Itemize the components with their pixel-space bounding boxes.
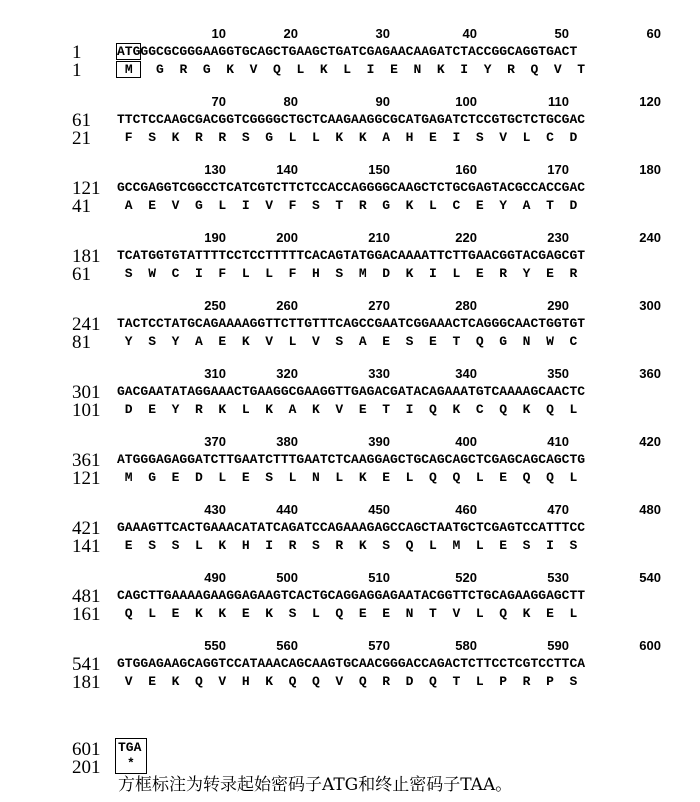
nucleotide-sequence: GTGGAGAAGCAGGTCCATAAACAGCAAGTGCAACGGGACCAGACTCTTCCTCGTCCTTCA bbox=[117, 656, 586, 671]
aa-position: 81 bbox=[72, 332, 91, 353]
ruler-label: 520 bbox=[455, 570, 477, 585]
amino-acid-sequence bbox=[117, 62, 593, 78]
aa-position: 141 bbox=[72, 536, 101, 557]
figure-caption: 方框标注为转录起始密码子ATG和终止密码子TAA。 bbox=[118, 775, 513, 795]
ruler-label: 30 bbox=[375, 26, 390, 41]
ruler-label: 200 bbox=[276, 230, 298, 245]
nucleotide-sequence: TACTCCTATGCAGAAAAGGTTCTTGTTTCAGCCGAATCGGAAACTCAGGGCAACTGGTGT bbox=[117, 316, 586, 331]
ruler-label: 340 bbox=[455, 366, 477, 381]
ruler-label: 550 bbox=[204, 638, 226, 653]
amino-acid-rest: G R G K V Q L K L I E N K I Y R Q V T bbox=[140, 62, 593, 77]
ruler-label: 80 bbox=[283, 94, 298, 109]
nt-position: 121 bbox=[72, 178, 101, 199]
ruler-label: 260 bbox=[276, 298, 298, 313]
ruler-label: 70 bbox=[211, 94, 226, 109]
stop-symbol: * bbox=[127, 756, 135, 771]
ruler-label: 420 bbox=[639, 434, 661, 449]
amino-acid-sequence: V E K Q V H K Q Q V Q R D Q T L P R P S bbox=[117, 674, 586, 689]
nucleotide-sequence bbox=[117, 44, 577, 60]
ruler-label: 240 bbox=[639, 230, 661, 245]
ruler-label: 400 bbox=[455, 434, 477, 449]
ruler-label: 300 bbox=[639, 298, 661, 313]
nt-position: 181 bbox=[72, 246, 101, 267]
nt-position: 301 bbox=[72, 382, 101, 403]
aa-position: 101 bbox=[72, 400, 101, 421]
nucleotide-sequence: GAAAGTTCACTGAAACATATCAGATCCAGAAAGAGCCAGCTAATGCTCGAGTCCATTTCC bbox=[117, 520, 586, 535]
amino-acid-sequence: S W C I F L L F H S M D K I L E R Y E R bbox=[117, 266, 586, 281]
nt-position: 61 bbox=[72, 110, 91, 131]
sequence-block-7 bbox=[0, 434, 700, 494]
ruler-label: 130 bbox=[204, 162, 226, 177]
amino-acid-sequence: D E Y R K L K A K V E T I Q K C Q K Q L bbox=[117, 402, 586, 417]
ruler-label: 60 bbox=[646, 26, 661, 41]
ruler-label: 510 bbox=[368, 570, 390, 585]
ruler-label: 470 bbox=[547, 502, 569, 517]
ruler-label: 380 bbox=[276, 434, 298, 449]
ruler-label: 330 bbox=[368, 366, 390, 381]
sequence-block-8 bbox=[0, 502, 700, 562]
sequence-block-2 bbox=[0, 94, 700, 154]
ruler-label: 310 bbox=[204, 366, 226, 381]
aa-position: 21 bbox=[72, 128, 91, 149]
nucleotide-sequence: GACGAATATAGGAAACTGAAGGCGAAGGTTGAGACGATACAGAAATGTCAAAAGCAACTC bbox=[117, 384, 586, 399]
aa-position: 161 bbox=[72, 604, 101, 625]
amino-acid-sequence: M G E D L E S L N L K E L Q Q L E Q Q L bbox=[117, 470, 586, 485]
aa-position: 181 bbox=[72, 672, 101, 693]
amino-acid-sequence: Q L E K K E K S L Q E E N T V L Q K E L bbox=[117, 606, 586, 621]
ruler-label: 210 bbox=[368, 230, 390, 245]
ruler-label: 120 bbox=[639, 94, 661, 109]
sequence-block-10 bbox=[0, 638, 700, 698]
ruler-label: 460 bbox=[455, 502, 477, 517]
aa-position: 1 bbox=[72, 60, 82, 81]
ruler-label: 190 bbox=[204, 230, 226, 245]
stop-nt-position: 601 bbox=[72, 739, 101, 760]
sequence-block-5 bbox=[0, 298, 700, 358]
ruler-label: 580 bbox=[455, 638, 477, 653]
ruler-label: 140 bbox=[276, 162, 298, 177]
ruler-label: 320 bbox=[276, 366, 298, 381]
stop-aa-position: 201 bbox=[72, 757, 101, 778]
ruler-label: 540 bbox=[639, 570, 661, 585]
ruler-label: 480 bbox=[639, 502, 661, 517]
ruler-label: 410 bbox=[547, 434, 569, 449]
ruler-label: 50 bbox=[554, 26, 569, 41]
amino-acid-sequence: Y S Y A E K V L V S A E S E T Q G N W C bbox=[117, 334, 586, 349]
sequence-block-3 bbox=[0, 162, 700, 222]
amino-acid-sequence: E S S L K H I R S R K S Q L M L E S I S bbox=[117, 538, 586, 553]
nucleotide-sequence: ATGGGAGAGGATCTTGAATCTTTGAATCTCAAGGAGCTGCAGCAGCTCGAGCAGCAGCTG bbox=[117, 452, 586, 467]
ruler-label: 500 bbox=[276, 570, 298, 585]
nt-position: 541 bbox=[72, 654, 101, 675]
ruler-label: 170 bbox=[547, 162, 569, 177]
ruler-label: 110 bbox=[548, 94, 569, 109]
ruler-label: 160 bbox=[455, 162, 477, 177]
aa-position: 121 bbox=[72, 468, 101, 489]
ruler-label: 290 bbox=[547, 298, 569, 313]
start-residue-box: M bbox=[117, 62, 140, 77]
ruler-label: 10 bbox=[211, 26, 226, 41]
ruler-label: 560 bbox=[276, 638, 298, 653]
sequence-block-1 bbox=[0, 26, 700, 86]
ruler-label: 370 bbox=[204, 434, 226, 449]
ruler-label: 230 bbox=[547, 230, 569, 245]
nucleotide-sequence: TTCTCCAAGCGACGGTCGGGGCTGCTCAAGAAGGCGCATGAGATCTCCGTGCTCTGCGAC bbox=[117, 112, 586, 127]
ruler-label: 270 bbox=[368, 298, 390, 313]
ruler-label: 430 bbox=[204, 502, 226, 517]
nt-position: 481 bbox=[72, 586, 101, 607]
ruler-label: 490 bbox=[204, 570, 226, 585]
amino-acid-sequence: F S K R R S G L L K K A H E I S V L C D bbox=[117, 130, 586, 145]
ruler-label: 180 bbox=[639, 162, 661, 177]
nt-position: 241 bbox=[72, 314, 101, 335]
stop-codon-box bbox=[115, 738, 147, 774]
aa-position: 41 bbox=[72, 196, 91, 217]
ruler-label: 150 bbox=[368, 162, 390, 177]
ruler-label: 600 bbox=[639, 638, 661, 653]
ruler-label: 250 bbox=[204, 298, 226, 313]
ruler-label: 440 bbox=[276, 502, 298, 517]
ruler-label: 530 bbox=[547, 570, 569, 585]
ruler-label: 280 bbox=[455, 298, 477, 313]
nucleotide-sequence: TCATGGTGTATTTTCCTCCTTTTTCACAGTATGGACAAAATTCTTGAACGGTACGAGCGT bbox=[117, 248, 586, 263]
ruler-label: 90 bbox=[375, 94, 390, 109]
start-codon-box: ATG bbox=[117, 44, 141, 59]
sequence-block-4 bbox=[0, 230, 700, 290]
nucleotide-rest: GGCGCGGGAAGGTGCAGCTGAAGCTGATCGAGAACAAGATCTACCGGCAGGTGACT bbox=[140, 44, 578, 59]
ruler-label: 350 bbox=[547, 366, 569, 381]
ruler-label: 100 bbox=[455, 94, 477, 109]
ruler-label: 450 bbox=[368, 502, 390, 517]
ruler-label: 220 bbox=[455, 230, 477, 245]
ruler-label: 570 bbox=[368, 638, 390, 653]
nt-position: 421 bbox=[72, 518, 101, 539]
nt-position: 361 bbox=[72, 450, 101, 471]
ruler-label: 590 bbox=[547, 638, 569, 653]
amino-acid-sequence: A E V G L I V F S T R G K L C E Y A T D bbox=[117, 198, 586, 213]
ruler-label: 20 bbox=[283, 26, 298, 41]
nucleotide-sequence: GCCGAGGTCGGCCTCATCGTCTTCTCCACCAGGGGCAAGCTCTGCGAGTACGCCACCGAC bbox=[117, 180, 586, 195]
sequence-block-9 bbox=[0, 570, 700, 630]
aa-position: 61 bbox=[72, 264, 91, 285]
nucleotide-sequence: CAGCTTGAAAAGAAGGAGAAGTCACTGCAGGAGGAGAATACGGTTCTGCAGAAGGAGCTT bbox=[117, 588, 586, 603]
ruler-label: 390 bbox=[368, 434, 390, 449]
nt-position: 1 bbox=[72, 42, 82, 63]
ruler-label: 40 bbox=[462, 26, 477, 41]
ruler-label: 360 bbox=[639, 366, 661, 381]
stop-codon: TGA bbox=[118, 740, 142, 755]
sequence-block-6 bbox=[0, 366, 700, 426]
